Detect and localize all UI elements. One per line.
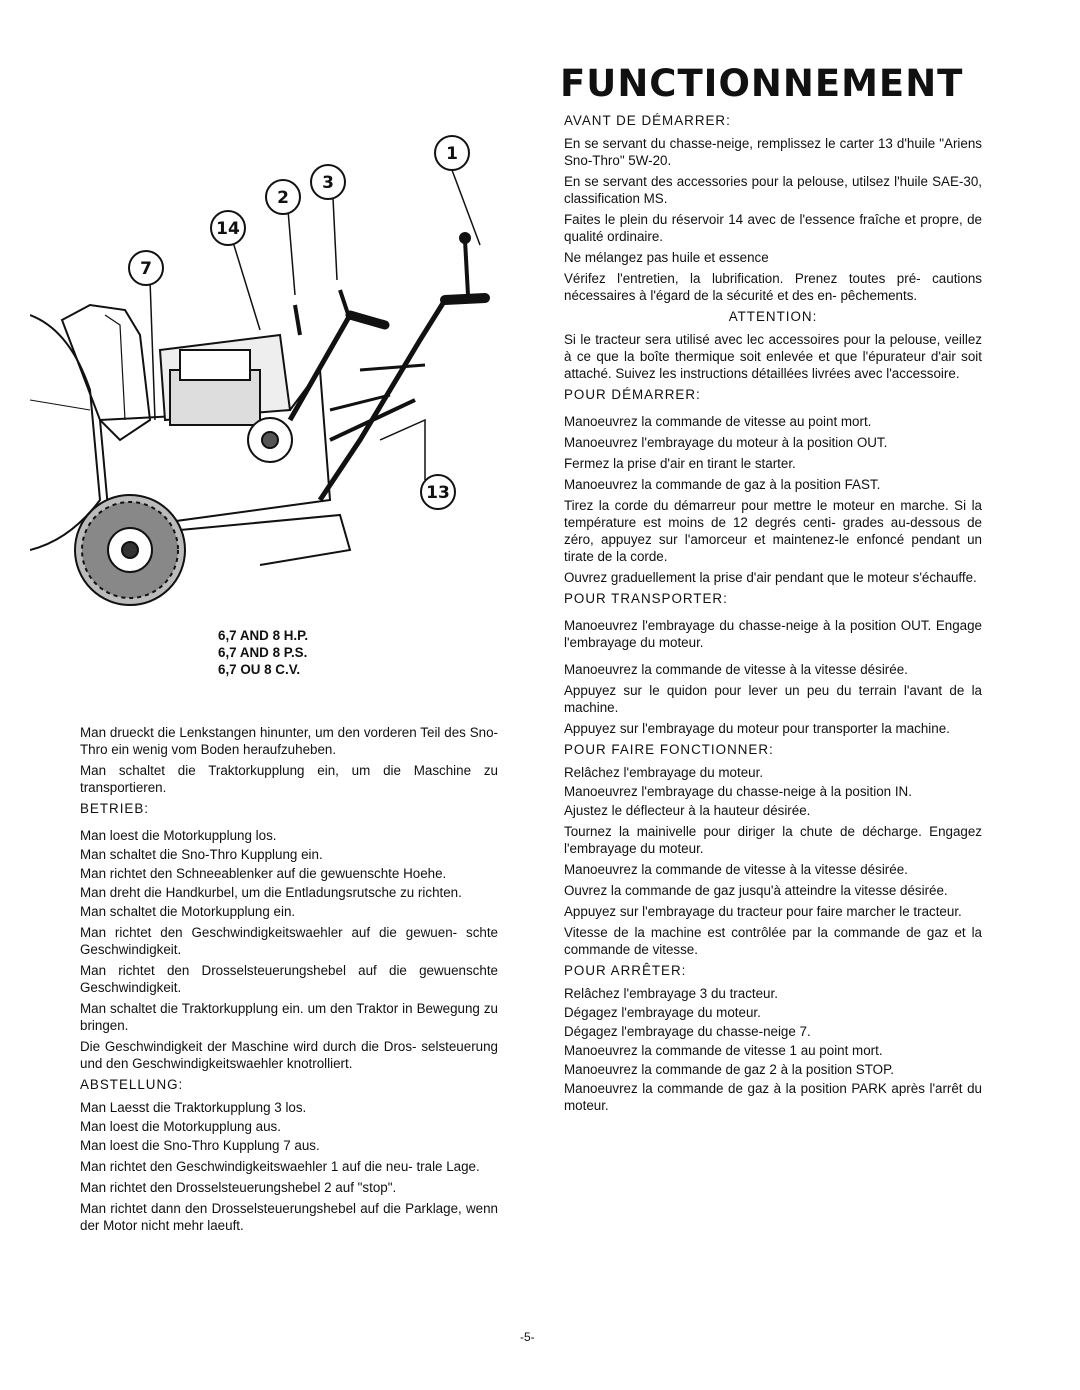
page-number: -5- (520, 1330, 535, 1344)
paragraph: Manoeuvrez la commande de vitesse à la vitesse désirée. (564, 662, 908, 677)
section-heading-attention: ATTENTION: (728, 309, 818, 324)
paragraph: Dégagez l'embrayage du chasse-neige 7. (564, 1024, 811, 1039)
paragraph: Man richtet den Geschwindigkeitswaehler auf die gewuen- schte Geschwindigkeit. (80, 925, 498, 957)
paragraph: Man loest die Sno-Thro Kupplung 7 aus. (80, 1138, 320, 1153)
paragraph: Man loest die Motorkupplung aus. (80, 1119, 281, 1134)
paragraph: Manoeuvrez la commande de gaz à la position FAST. (564, 477, 881, 492)
snow-thrower-illustration (30, 120, 530, 620)
section-heading-betrieb: BETRIEB: (80, 801, 150, 816)
paragraph: Ajustez le déflecteur à la hauteur désirée. (564, 803, 811, 818)
paragraph: Faites le plein du réservoir 14 avec de l'essence fraîche et propre, de qualité ordinaire. (564, 212, 982, 244)
paragraph: Man dreht die Handkurbel, um die Entladungsrutsche zu richten. (80, 885, 462, 900)
paragraph: Relâchez l'embrayage 3 du tracteur. (564, 986, 778, 1001)
paragraph: Man richtet den Drosselsteuerungshebel 2 auf "stop". (80, 1180, 397, 1195)
section-heading-avant: AVANT DE DÉMARRER: (564, 113, 731, 128)
paragraph: Appuyez sur l'embrayage du tracteur pour faire marcher le tracteur. (564, 904, 962, 919)
paragraph: Fermez la prise d'air en tirant le starter. (564, 456, 796, 471)
paragraph: Dégagez l'embrayage du moteur. (564, 1005, 761, 1020)
french-column (564, 112, 982, 1116)
paragraph: Man schaltet die Traktorkupplung ein. um den Traktor in Bewegung zu bringen. (80, 1001, 498, 1033)
paragraph: Relâchez l'embrayage du moteur. (564, 765, 764, 780)
paragraph: Man schaltet die Traktorkupplung ein, um die Maschine zu transportieren. (80, 763, 498, 795)
callout-1: 1 (446, 144, 458, 164)
paragraph: Man drueckt die Lenkstangen hinunter, um den vorderen Teil des Sno-Thro ein wenig vom Boden heraufzuheben. (80, 725, 498, 757)
section-heading-fonctionner: POUR FAIRE FONCTIONNER: (564, 742, 774, 757)
paragraph: Manoeuvrez la commande de gaz 2 à la position STOP. (564, 1062, 894, 1077)
paragraph: Manoeuvrez la commande de gaz à la position PARK après l'arrêt du moteur. (564, 1081, 982, 1113)
german-column (80, 724, 498, 1238)
paragraph: Manoeuvrez l'embrayage du chasse-neige à la position IN. (564, 784, 912, 799)
paragraph: Manoeuvrez la commande de vitesse à la vitesse désirée. (564, 862, 908, 877)
paragraph: Manoeuvrez la commande de vitesse 1 au point mort. (564, 1043, 883, 1058)
paragraph: Ne mélangez pas huile et essence (564, 250, 769, 265)
paragraph: Manoeuvrez la commande de vitesse au point mort. (564, 414, 872, 429)
paragraph: Man loest die Motorkupplung los. (80, 828, 277, 843)
caption-line: 6,7 AND 8 H.P. (218, 628, 309, 643)
callout-7: 7 (140, 259, 152, 279)
paragraph: Ouvrez la commande de gaz jusqu'à atteindre la vitesse désirée. (564, 883, 948, 898)
paragraph: Tirez la corde du démarreur pour mettre le moteur en marche. Si la température est moins de 12 degrés centi- grades au-dessous de zéro, appuyez sur l'amorceur et maintenez-le enfoncé pendant un tirate de la corde. (564, 498, 982, 564)
callout-13: 13 (426, 483, 450, 503)
page-title: FUNCTIONNEMENT (560, 62, 964, 105)
paragraph: Tournez la mainivelle pour diriger la chute de décharge. Engagez l'embrayage du moteur. (564, 824, 982, 856)
caption-line: 6,7 AND 8 P.S. (218, 645, 308, 660)
paragraph: Appuyez sur l'embrayage du moteur pour transporter la machine. (564, 721, 950, 736)
paragraph: Die Geschwindigkeit der Maschine wird durch die Dros- selsteuerung und den Geschwindigkeitswaehler knotrolliert. (80, 1039, 498, 1071)
illustration-caption (218, 627, 308, 678)
callout-14: 14 (216, 219, 240, 239)
paragraph: Man richtet den Drosselsteuerungshebel auf die gewuenschte Geschwindigkeit. (80, 963, 498, 995)
paragraph: Ouvrez graduellement la prise d'air pendant que le moteur s'échauffe. (564, 570, 977, 585)
paragraph: Man schaltet die Motorkupplung ein. (80, 904, 296, 919)
paragraph: Si le tracteur sera utilisé avec lec accessoires pour la pelouse, veillez à ce que la boîte thermique soit enlevée et que l'épurateur d'air soit attaché. Suivez les instructions détaillées livrées avec l'accessoire. (564, 332, 982, 381)
section-heading-demarrer: POUR DÉMARRER: (564, 387, 701, 402)
paragraph: Man richtet dann den Drosselsteuerungshebel auf die Parklage, wenn der Motor nicht mehr laeuft. (80, 1201, 498, 1233)
paragraph: Man richtet den Geschwindigkeitswaehler 1 auf die neu- trale Lage. (80, 1159, 480, 1174)
paragraph: En se servant du chasse-neige, remplissez le carter 13 d'huile "Ariens Sno-Thro" 5W-20. (564, 136, 982, 168)
paragraph: Manoeuvrez l'embrayage du moteur à la position OUT. (564, 435, 888, 450)
section-heading-transporter: POUR TRANSPORTER: (564, 591, 728, 606)
paragraph: Man Laesst die Traktorkupplung 3 los. (80, 1100, 307, 1115)
section-heading-abstellung: ABSTELLUNG: (80, 1077, 184, 1092)
callout-3: 3 (322, 173, 334, 193)
paragraph: Appuyez sur le quidon pour lever un peu du terrain l'avant de la machine. (564, 683, 982, 715)
paragraph: Manoeuvrez l'embrayage du chasse-neige à la position OUT. Engage l'embrayage du moteur. (564, 618, 982, 650)
paragraph: Man richtet den Schneeablenker auf die gewuenschte Hoehe. (80, 866, 447, 881)
callout-2: 2 (277, 188, 289, 208)
caption-line: 6,7 OU 8 C.V. (218, 662, 301, 677)
paragraph: Vérifez l'entretien, la lubrification. Prenez toutes pré- cautions nécessaires à l'égard de la sécurité et des en- pêchements. (564, 271, 982, 303)
paragraph: Vitesse de la machine est contrôlée par la commande de gaz et la commande de vitesse. (564, 925, 982, 957)
paragraph: En se servant des accessories pour la pelouse, utilsez l'huile SAE-30, classification MS. (564, 174, 982, 206)
paragraph: Man schaltet die Sno-Thro Kupplung ein. (80, 847, 323, 862)
section-heading-arreter: POUR ARRÊTER: (564, 963, 687, 978)
